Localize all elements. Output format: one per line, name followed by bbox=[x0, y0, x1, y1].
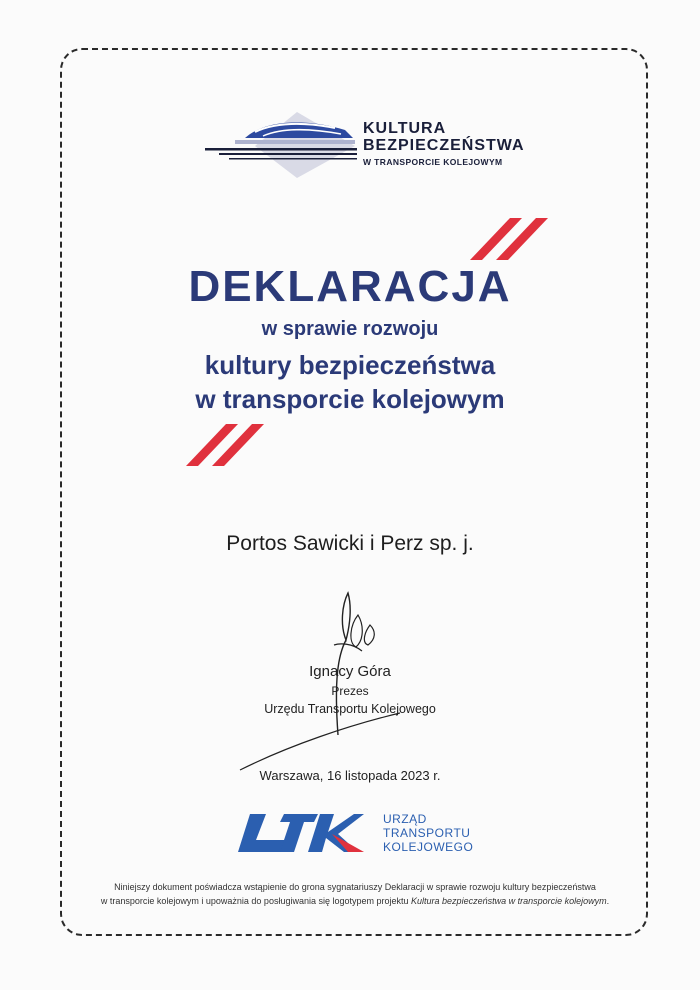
declaration-subtitle-2: kultury bezpieczeństwa bbox=[204, 350, 496, 380]
red-stripes-bottom-icon bbox=[186, 424, 268, 466]
dashed-border-frame bbox=[60, 48, 648, 936]
company-name: Portos Sawicki i Perz sp. j. bbox=[226, 532, 474, 555]
train-logo-icon bbox=[205, 110, 365, 180]
logo-line-1: KULTURA bbox=[363, 120, 447, 137]
signatory-name: Ignacy Góra bbox=[309, 663, 391, 680]
red-stripes-top-icon bbox=[470, 218, 552, 260]
footer-line-2-prefix: w transporcie kolejowym i upoważnia do posługiwania się logotypem projektu bbox=[100, 896, 412, 906]
footer-line-2-italic: Kultura bezpieczeństwa w transporcie kolejowym bbox=[411, 896, 607, 906]
footer-line-2-suffix: . bbox=[606, 896, 610, 906]
utk-line-2: TRANSPORTU bbox=[383, 826, 471, 840]
signatory-office: Urzędu Transportu Kolejowego bbox=[264, 702, 436, 716]
utk-line-1: URZĄD bbox=[383, 812, 427, 826]
signatory-role: Prezes bbox=[331, 684, 369, 698]
footer-line-1: Niniejszy dokument poświadcza wstąpienie do grona sygnatariuszy Deklaracji w sprawie rozwoju kultury bezpieczeństwa bbox=[114, 882, 596, 892]
utk-logo-text bbox=[383, 812, 473, 854]
declaration-subtitle-3: w transporcie kolejowym bbox=[195, 384, 505, 414]
handwritten-signature-icon bbox=[230, 585, 400, 775]
kultura-bezpieczenstwa-logo bbox=[205, 110, 535, 180]
declaration-subtitle-1: w sprawie rozwoju bbox=[261, 318, 439, 340]
logo-line-3: W TRANSPORCIE KOLEJOWYM bbox=[363, 157, 503, 167]
utk-logo-icon bbox=[236, 810, 366, 856]
logo-line-2: BEZPIECZEŃSTWA bbox=[363, 137, 525, 154]
place-and-date: Warszawa, 16 listopada 2023 r. bbox=[259, 768, 441, 783]
logo-text bbox=[363, 120, 525, 167]
declaration-title: DEKLARACJA bbox=[188, 262, 512, 311]
footer-note bbox=[75, 880, 635, 908]
utk-line-3: KOLEJOWEGO bbox=[383, 840, 474, 854]
